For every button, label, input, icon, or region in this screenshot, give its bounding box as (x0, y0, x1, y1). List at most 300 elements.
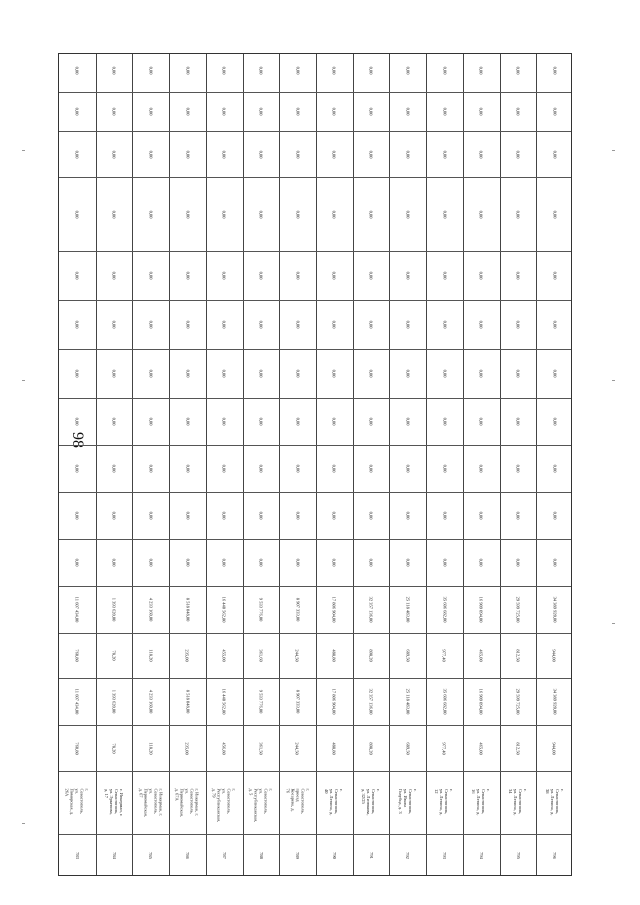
cell-text: 0,00 (221, 271, 227, 280)
table-cell-area (169, 725, 206, 771)
table-cell-v3 (279, 445, 316, 492)
cell-text: 0,00 (441, 150, 447, 158)
table-cell-area (463, 725, 500, 771)
cell-text: 0,00 (148, 320, 154, 329)
cell-text: 0,00 (552, 511, 558, 520)
table-cell-v4 (59, 398, 96, 445)
table-cell-total (206, 586, 243, 633)
table-cell-no (463, 834, 500, 877)
cell-text: 78,20 (111, 742, 117, 754)
table-cell-v3 (536, 445, 573, 492)
table-cell-v4 (206, 398, 243, 445)
cell-text: 0,00 (74, 464, 80, 473)
cell-text: 0,00 (74, 271, 80, 280)
cell-text: 0,00 (111, 464, 117, 473)
cell-text: 0,00 (295, 271, 301, 280)
table-cell-v9 (279, 131, 316, 177)
cell-text: 0,00 (111, 210, 117, 218)
cell-text: 4 233 160,00 (148, 597, 154, 622)
table-cell-v6 (500, 300, 537, 349)
table-cell-v7 (279, 251, 316, 300)
cell-text: 0,00 (441, 369, 447, 378)
table-cell-v5 (132, 349, 169, 398)
cell-text: 0,00 (331, 417, 337, 426)
cell-text: 0,00 (405, 320, 411, 329)
table-cell-v2 (316, 492, 353, 539)
table-cell-no (536, 834, 573, 877)
table-cell-v8 (353, 177, 390, 251)
table-cell-address (279, 771, 316, 834)
cell-text: 118,20 (148, 741, 154, 755)
cell-text: 795 (515, 852, 521, 859)
table-cell-cost (243, 678, 280, 725)
cell-text: 0,00 (221, 210, 227, 218)
cell-text: 35 606 682,00 (441, 596, 447, 623)
table-cell-v6 (353, 300, 390, 349)
table-cell-v7 (463, 251, 500, 300)
cell-text: 25 118 483,00 (405, 688, 411, 715)
cell-text: 0,00 (552, 417, 558, 426)
cell-text: 0,00 (405, 107, 411, 116)
table-cell-v4 (279, 398, 316, 445)
table-cell-cost (536, 678, 573, 725)
cell-text: г. Севастополь, ул. Ленина, д. 16 (471, 788, 492, 815)
cell-text: 0,00 (478, 511, 484, 520)
table-cell-cost (59, 678, 96, 725)
table-cell-area2 (536, 633, 573, 678)
table-cell-v10 (500, 92, 537, 131)
table-cell-v1 (169, 539, 206, 586)
cell-text: 0,00 (111, 511, 117, 520)
table-cell-v3 (426, 445, 463, 492)
table-cell-v5 (316, 349, 353, 398)
table-cell-address (426, 771, 463, 834)
table-cell-v5 (59, 349, 96, 398)
table-cell-area2 (500, 633, 537, 678)
table-cell-cost (206, 678, 243, 725)
table-cell-cost (426, 678, 463, 725)
cell-text: 812,50 (515, 649, 521, 662)
table-cell-v5 (279, 349, 316, 398)
table-cell-v8 (206, 177, 243, 251)
table-cell-v11 (536, 49, 573, 92)
table-cell-v6 (59, 300, 96, 349)
cell-text: 0,00 (368, 210, 374, 218)
table-cell-area2 (389, 633, 426, 678)
table-cell-v1 (463, 539, 500, 586)
cell-text: 898,20 (368, 741, 374, 755)
cell-text: 0,00 (221, 511, 227, 520)
cell-text: 0,00 (552, 66, 558, 75)
table-cell-v10 (59, 92, 96, 131)
table-cell-area2 (59, 633, 96, 678)
cell-text: 0,00 (258, 417, 264, 426)
cell-text: 0,00 (478, 558, 484, 567)
cell-text: 34 389 920,00 (552, 688, 558, 715)
cell-text: 0,00 (184, 558, 190, 567)
table-cell-v2 (96, 492, 133, 539)
cell-text: 0,00 (368, 271, 374, 280)
table-cell-v10 (206, 92, 243, 131)
cell-text: 11 607 434,00 (74, 688, 80, 715)
cell-text: 0,00 (184, 320, 190, 329)
cell-text: 785 (148, 852, 154, 859)
cell-text: 0,00 (405, 511, 411, 520)
cell-text: 0,00 (111, 271, 117, 280)
table-cell-v6 (389, 300, 426, 349)
table-cell-v11 (463, 49, 500, 92)
table-cell-area2 (463, 633, 500, 678)
table-cell-v10 (243, 92, 280, 131)
table-cell-v1 (206, 539, 243, 586)
table-cell-v4 (463, 398, 500, 445)
table-cell-v8 (59, 177, 96, 251)
cell-text: 0,00 (368, 511, 374, 520)
cell-text: 4 233 160,00 (148, 689, 154, 714)
page-number: 98 (69, 432, 86, 448)
table-cell-v9 (59, 131, 96, 177)
table-cell-v11 (132, 49, 169, 92)
cell-text: 0,00 (258, 320, 264, 329)
cell-text: 0,00 (515, 558, 521, 567)
cell-text: 0,00 (478, 271, 484, 280)
table-cell-v1 (132, 539, 169, 586)
table-cell-v9 (353, 131, 390, 177)
table-cell-v7 (389, 251, 426, 300)
table-cell-v1 (426, 539, 463, 586)
cell-text: 794 (478, 852, 484, 859)
cell-text: 0,00 (148, 558, 154, 567)
cell-text: 791 (368, 852, 374, 859)
cell-text: 0,00 (368, 107, 374, 116)
table-cell-area2 (96, 633, 133, 678)
cell-text: 0,00 (552, 210, 558, 218)
cell-text: 0,00 (295, 107, 301, 116)
table-cell-no (279, 834, 316, 877)
table-cell-v8 (426, 177, 463, 251)
cell-text: 16 440 562,80 (221, 596, 227, 623)
cell-text: 0,00 (184, 271, 190, 280)
cell-text: 0,00 (295, 558, 301, 567)
cell-text: 0,00 (441, 511, 447, 520)
table-cell-v9 (500, 131, 537, 177)
cell-text: 0,00 (331, 558, 337, 567)
table-cell-total (536, 586, 573, 633)
table-cell-v4 (536, 398, 573, 445)
cell-text: 25 118 483,00 (405, 596, 411, 623)
table-cell-v6 (279, 300, 316, 349)
table-cell-v8 (316, 177, 353, 251)
cell-text: 0,00 (478, 320, 484, 329)
cell-text: 0,00 (258, 369, 264, 378)
table-cell-cost (353, 678, 390, 725)
table-cell-total (463, 586, 500, 633)
table-cell-v9 (316, 131, 353, 177)
cell-text: 0,00 (148, 150, 154, 158)
cell-text: 0,00 (221, 66, 227, 75)
table-cell-v3 (59, 445, 96, 492)
table-cell-v5 (169, 349, 206, 398)
table-cell-v10 (536, 92, 573, 131)
table-cell-v10 (132, 92, 169, 131)
table-cell-address (169, 771, 206, 834)
cell-text: 0,00 (478, 417, 484, 426)
cell-text: 9 533 776,00 (258, 597, 264, 622)
cell-text: 29 599 725,00 (515, 688, 521, 715)
cell-text: 0,00 (441, 320, 447, 329)
table-cell-no (59, 834, 96, 877)
cell-text: 0,00 (478, 464, 484, 473)
table-cell-v8 (132, 177, 169, 251)
cell-text: 0,00 (74, 320, 80, 329)
table-cell-v8 (243, 177, 280, 251)
cell-text: 9 533 776,00 (258, 689, 264, 714)
table-cell-address (463, 771, 500, 834)
table-cell-cost (316, 678, 353, 725)
cell-text: 0,00 (74, 417, 80, 426)
cell-text: 0,00 (331, 271, 337, 280)
cell-text: 689,50 (405, 649, 411, 662)
table-cell-v3 (463, 445, 500, 492)
cell-text: 0,00 (478, 369, 484, 378)
table-cell-address (316, 771, 353, 834)
cell-text: 0,00 (331, 107, 337, 116)
table-cell-v7 (169, 251, 206, 300)
cell-text: 944,00 (552, 741, 558, 755)
table-cell-v3 (169, 445, 206, 492)
cell-text: 32 357 136,00 (368, 596, 374, 623)
cell-text: 0,00 (74, 107, 80, 116)
cell-text: 0,00 (74, 369, 80, 378)
cell-text: 0,00 (184, 107, 190, 116)
table-cell-v2 (353, 492, 390, 539)
table-cell-area (426, 725, 463, 771)
table-cell-v7 (96, 251, 133, 300)
cell-text: 760,80 (74, 649, 80, 662)
table-cell-v5 (536, 349, 573, 398)
table-cell-v9 (389, 131, 426, 177)
table-cell-v9 (206, 131, 243, 177)
table-cell-no (316, 834, 353, 877)
table-cell-v8 (500, 177, 537, 251)
table-cell-v5 (243, 349, 280, 398)
cell-text: 361,50 (258, 741, 264, 755)
table-cell-v11 (169, 49, 206, 92)
table-cell-v7 (59, 251, 96, 300)
table-cell-area (500, 725, 537, 771)
cell-text: 0,00 (441, 271, 447, 280)
table-cell-v4 (426, 398, 463, 445)
cell-text: 235,00 (184, 649, 190, 662)
cell-text: 0,00 (441, 417, 447, 426)
table-cell-v2 (426, 492, 463, 539)
cell-text: 0,00 (111, 66, 117, 75)
cell-text: г. Инкерман, г. Севастополь, ул. Первомайская, д. 67А (174, 788, 200, 817)
table-cell-v4 (169, 398, 206, 445)
table-cell-v6 (132, 300, 169, 349)
cell-text: 0,00 (221, 558, 227, 567)
table-cell-v1 (536, 539, 573, 586)
cell-text: 0,00 (368, 369, 374, 378)
cell-text: 0,00 (184, 464, 190, 473)
cell-text: 0,00 (331, 210, 337, 218)
cell-text: г. Севастополь, ул. Ленина, д. 40 (324, 788, 345, 815)
table-cell-v4 (132, 398, 169, 445)
cell-text: 0,00 (515, 210, 521, 218)
cell-text: 32 357 136,00 (368, 688, 374, 715)
cell-text: 0,00 (111, 558, 117, 567)
table-cell-v11 (59, 49, 96, 92)
table-cell-address (132, 771, 169, 834)
table-cell-area2 (316, 633, 353, 678)
cell-text: 465,00 (478, 649, 484, 662)
table-cell-v5 (463, 349, 500, 398)
cell-text: 0,00 (258, 511, 264, 520)
table-cell-v2 (169, 492, 206, 539)
table-cell-area2 (169, 633, 206, 678)
cell-text: 0,00 (405, 369, 411, 378)
table-cell-v8 (536, 177, 573, 251)
cell-text: 0,00 (478, 210, 484, 218)
table-cell-area2 (132, 633, 169, 678)
cell-text: 34 389 920,00 (552, 596, 558, 623)
cell-text: 0,00 (258, 464, 264, 473)
table-cell-v4 (243, 398, 280, 445)
cell-text: 790 (331, 852, 337, 859)
cell-text: 0,00 (368, 320, 374, 329)
cell-text: 0,00 (331, 369, 337, 378)
table-cell-v1 (500, 539, 537, 586)
cell-text: 0,00 (405, 66, 411, 75)
table-cell-address (536, 771, 573, 834)
cell-text: г. Севастополь, проезд Косарева, д. 76 (285, 788, 311, 814)
table-cell-area (279, 725, 316, 771)
cell-text: 0,00 (221, 107, 227, 116)
table-cell-v11 (353, 49, 390, 92)
cell-text: 17 806 904,00 (331, 596, 337, 623)
cell-text: 0,00 (258, 210, 264, 218)
table-cell-area (206, 725, 243, 771)
cell-text: г. Инкерман, г. Севастополь, ул. Первомайская, д. 67 (138, 788, 164, 817)
cell-text: г. Севастополь, ул. Республиканская, д. 79 (211, 788, 237, 823)
scan-mark (612, 623, 615, 624)
table-cell-v9 (426, 131, 463, 177)
cell-text: 0,00 (515, 66, 521, 75)
table-cell-v2 (243, 492, 280, 539)
cell-text: 784 (111, 852, 117, 859)
cell-text: 0,00 (148, 464, 154, 473)
cell-text: 0,00 (441, 464, 447, 473)
cell-text: 787 (221, 852, 227, 859)
scan-mark (612, 380, 615, 381)
table-cell-area (132, 725, 169, 771)
cell-text: 0,00 (295, 150, 301, 158)
table-cell-total (243, 586, 280, 633)
table-cell-v4 (96, 398, 133, 445)
cell-text: 0,00 (111, 417, 117, 426)
table-cell-v2 (279, 492, 316, 539)
table-cell-v5 (426, 349, 463, 398)
cell-text: 0,00 (331, 320, 337, 329)
cell-text: г. Севастополь, ул. Ленина, д. 12 (434, 788, 455, 815)
table-cell-v1 (353, 539, 390, 586)
cell-text: 0,00 (295, 369, 301, 378)
table-cell-v2 (59, 492, 96, 539)
table-cell-cost (132, 678, 169, 725)
cell-text: 8 518 048,00 (184, 689, 190, 714)
cell-text: 0,00 (441, 66, 447, 75)
table-cell-v6 (243, 300, 280, 349)
cell-text: 0,00 (331, 66, 337, 75)
table-cell-v4 (500, 398, 537, 445)
table-cell-no (243, 834, 280, 877)
cell-text: 0,00 (368, 417, 374, 426)
cell-text: 8 907 333,00 (295, 597, 301, 622)
cell-text: 977,40 (441, 649, 447, 662)
table-cell-v3 (316, 445, 353, 492)
table-cell-v3 (96, 445, 133, 492)
table-cell-area (536, 725, 573, 771)
cell-text: 0,00 (552, 558, 558, 567)
table-cell-v5 (206, 349, 243, 398)
table-cell-v5 (96, 349, 133, 398)
cell-text: 465,00 (478, 741, 484, 755)
table-cell-total (389, 586, 426, 633)
cell-text: 0,00 (368, 150, 374, 158)
cell-text: 0,00 (405, 150, 411, 158)
table-cell-address (389, 771, 426, 834)
cell-text: 0,00 (111, 369, 117, 378)
table-cell-no (353, 834, 390, 877)
table-cell-v7 (536, 251, 573, 300)
table-cell-no (96, 834, 133, 877)
cell-text: 0,00 (515, 107, 521, 116)
table-cell-area (96, 725, 133, 771)
cell-text: 0,00 (221, 320, 227, 329)
cell-text: 0,00 (515, 320, 521, 329)
cell-text: 0,00 (441, 558, 447, 567)
table-cell-total (169, 586, 206, 633)
table-cell-area (389, 725, 426, 771)
table-cell-v2 (132, 492, 169, 539)
cell-text: 0,00 (258, 271, 264, 280)
table-cell-v4 (316, 398, 353, 445)
cell-text: 0,00 (221, 369, 227, 378)
rotated-data-table (58, 53, 572, 876)
cell-text: 0,00 (515, 369, 521, 378)
table-cell-v11 (426, 49, 463, 92)
table-cell-v11 (316, 49, 353, 92)
table-cell-v10 (316, 92, 353, 131)
table-cell-v6 (426, 300, 463, 349)
cell-text: 793 (441, 852, 447, 859)
table-cell-v10 (463, 92, 500, 131)
table-cell-v8 (169, 177, 206, 251)
cell-text: 0,00 (295, 464, 301, 473)
cell-text: 11 607 434,00 (74, 596, 80, 623)
table-cell-area2 (426, 633, 463, 678)
table-cell-v4 (353, 398, 390, 445)
cell-text: 16 909 094,00 (478, 688, 484, 715)
table-cell-v2 (463, 492, 500, 539)
table-cell-area (316, 725, 353, 771)
table-cell-address (96, 771, 133, 834)
cell-text: 0,00 (515, 464, 521, 473)
table-cell-no (206, 834, 243, 877)
cell-text: 0,00 (552, 320, 558, 329)
cell-text: г. Севастополь, ул. Ивана Голубца, д. 3 (397, 788, 418, 814)
table-cell-v10 (353, 92, 390, 131)
